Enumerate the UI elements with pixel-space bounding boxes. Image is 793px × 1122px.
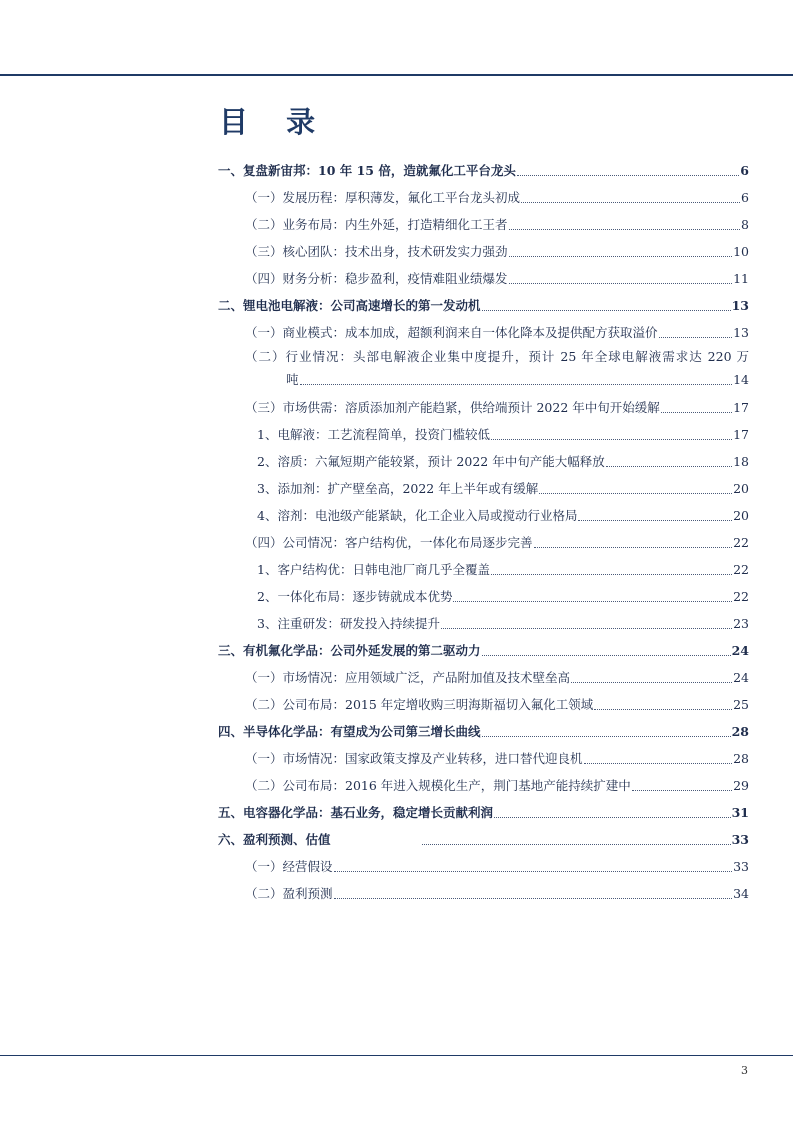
- toc-entry-text: 一、复盘新宙邦：10 年 15 倍，造就氟化工平台龙头: [218, 163, 516, 178]
- toc-entry[interactable]: [218, 832, 749, 848]
- toc-entry[interactable]: [245, 859, 749, 875]
- leader-dots: [482, 736, 731, 737]
- toc-entry-page: 22: [733, 535, 749, 550]
- toc-entry-page: 17: [733, 400, 749, 415]
- toc-entry-text: （二）业务布局：内生外延，打造精细化工王者: [245, 217, 508, 232]
- toc-entry[interactable]: [245, 244, 749, 260]
- toc-entry[interactable]: [218, 724, 749, 740]
- toc-entry[interactable]: [245, 535, 749, 551]
- toc-entry-page: 23: [733, 616, 749, 631]
- toc-entry-text: （一）商业模式：成本加成，超额利润来自一体化降本及提供配方获取溢价: [245, 325, 658, 340]
- leader-dots: [584, 763, 733, 764]
- toc-entry-page: 31: [731, 805, 749, 820]
- toc-entry[interactable]: [218, 298, 749, 314]
- toc-entry-page: 6: [741, 190, 749, 205]
- leader-dots: [482, 310, 731, 311]
- toc-entry[interactable]: [218, 163, 749, 179]
- toc-entry[interactable]: [245, 190, 749, 206]
- toc-entry[interactable]: [245, 670, 749, 686]
- toc-entry-page: 34: [733, 886, 749, 901]
- toc-entry-page: 24: [733, 670, 749, 685]
- leader-dots: [571, 682, 732, 683]
- toc-entry[interactable]: [257, 616, 749, 632]
- leader-dots: [534, 547, 733, 548]
- toc-entry-page: 18: [733, 454, 749, 469]
- toc-entry-page: 10: [733, 244, 749, 259]
- toc-entry[interactable]: [245, 778, 749, 794]
- toc-entry-page: 14: [733, 372, 749, 387]
- toc-entry-page: 28: [733, 751, 749, 766]
- toc-entry-text: （一）市场情况：国家政策支撑及产业转移，进口替代迎良机: [245, 751, 583, 766]
- toc-entry-page: 17: [733, 427, 749, 442]
- leader-dots: [422, 844, 731, 845]
- toc-entry[interactable]: [245, 886, 749, 902]
- toc-entry[interactable]: [245, 697, 749, 713]
- leader-dots: [578, 520, 732, 521]
- toc-entry[interactable]: [286, 372, 749, 388]
- toc-entry-text: （三）市场供需：溶质添加剂产能趋紧，供给端预计 2022 年中旬开始缓解: [245, 400, 660, 415]
- toc-entry[interactable]: [257, 454, 749, 470]
- toc-entry-text: （二）公司布局：2015 年定增收购三明海斯福切入氟化工领域: [245, 697, 594, 712]
- toc-entry-page: 22: [733, 562, 749, 577]
- leader-dots: [441, 628, 732, 629]
- leader-dots: [453, 601, 732, 602]
- toc-entry-page: 29: [733, 778, 749, 793]
- leader-dots: [334, 898, 733, 899]
- toc-entry-page: 13: [733, 325, 749, 340]
- leader-dots: [594, 709, 732, 710]
- leader-dots: [491, 439, 732, 440]
- leader-dots: [539, 493, 732, 494]
- toc-entry-page: 25: [733, 697, 749, 712]
- toc-entry-text: （一）市场情况：应用领域广泛，产品附加值及技术壁垒高: [245, 670, 571, 685]
- leader-dots: [491, 574, 732, 575]
- toc-entry-text: 吨: [286, 372, 299, 387]
- leader-dots: [509, 283, 733, 284]
- toc-entry-text: 三、有机氟化学品：公司外延发展的第二驱动力: [218, 643, 481, 658]
- toc-entry[interactable]: [257, 427, 749, 443]
- toc-entry[interactable]: [245, 325, 749, 341]
- toc-entry-text: 四、半导体化学品：有望成为公司第三增长曲线: [218, 724, 481, 739]
- leader-dots: [482, 655, 731, 656]
- toc-entry-page: 33: [733, 859, 749, 874]
- toc-entry[interactable]: [245, 400, 749, 416]
- toc-entry[interactable]: [257, 481, 749, 497]
- leader-dots: [509, 256, 733, 257]
- toc-entry-text-line1[interactable]: （二）行业情况：头部电解液企业集中度提升，预计 25 年全球电解液需求达 220 万: [245, 349, 749, 364]
- toc-entry-page: 33: [731, 832, 749, 847]
- toc-entry-page: 28: [731, 724, 749, 739]
- toc-entry-text: （二）公司布局：2016 年进入规模化生产，荆门基地产能持续扩建中: [245, 778, 631, 793]
- leader-dots: [659, 337, 733, 338]
- leader-dots: [606, 466, 732, 467]
- leader-dots: [509, 229, 741, 230]
- page-title: 目 录: [219, 105, 330, 139]
- leader-dots: [521, 202, 740, 203]
- toc-entry-page: 24: [731, 643, 749, 658]
- toc-entry-text: （二）盈利预测: [245, 886, 333, 901]
- toc-entry-page: 6: [740, 163, 749, 178]
- toc-entry-page: 20: [733, 508, 749, 523]
- toc-entry[interactable]: [257, 508, 749, 524]
- toc-entry[interactable]: [257, 562, 749, 578]
- leader-dots: [300, 384, 733, 385]
- toc-entry-text: （一）发展历程：厚积薄发，氟化工平台龙头初成: [245, 190, 521, 205]
- toc-entry-text: 3、注重研发：研发投入持续提升: [257, 616, 440, 631]
- toc-entry-text: 2、溶质：六氟短期产能较紧，预计 2022 年中旬产能大幅释放: [257, 454, 605, 469]
- toc-entry-page: 13: [731, 298, 749, 313]
- leader-dots: [494, 817, 731, 818]
- toc-entry-text: 3、添加剂：扩产壁垒高，2022 年上半年或有缓解: [257, 481, 539, 496]
- page-number: 3: [741, 1064, 748, 1077]
- toc-entry[interactable]: [245, 217, 749, 233]
- toc-entry-text: 1、客户结构优：日韩电池厂商几乎全覆盖: [257, 562, 490, 577]
- leader-dots: [517, 175, 739, 176]
- toc-entry-text: 2、一体化布局：逐步铸就成本优势: [257, 589, 453, 604]
- leader-dots: [661, 412, 732, 413]
- leader-dots: [334, 871, 733, 872]
- toc-entry-text: 五、电容器化学品：基石业务，稳定增长贡献利润: [218, 805, 494, 820]
- toc-entry[interactable]: [257, 589, 749, 605]
- toc-entry-text: 1、电解液：工艺流程简单，投资门槛较低: [257, 427, 490, 442]
- toc-entry-text: （一）经营假设: [245, 859, 333, 874]
- toc-entry-text: （四）财务分析：稳步盈利，疫情难阻业绩爆发: [245, 271, 508, 286]
- toc-entry-page: 8: [741, 217, 749, 232]
- toc-entry[interactable]: [218, 805, 749, 821]
- toc-entry[interactable]: [245, 271, 749, 287]
- leader-dots: [632, 790, 732, 791]
- toc-entry-text: （四）公司情况：客户结构优，一体化布局逐步完善: [245, 535, 533, 550]
- toc-entry-page: 22: [733, 589, 749, 604]
- toc-entry-page: 20: [733, 481, 749, 496]
- toc-entry-text: 六、盈利预测、估值: [218, 832, 331, 847]
- toc-entry-text: 4、溶剂：电池级产能紧缺，化工企业入局或搅动行业格局: [257, 508, 578, 523]
- toc-entry[interactable]: [245, 751, 749, 767]
- toc-entry[interactable]: [218, 643, 749, 659]
- footer-rule: [0, 1055, 793, 1056]
- toc-entry-text: 二、锂电池电解液：公司高速增长的第一发动机: [218, 298, 481, 313]
- toc-entry-text: （三）核心团队：技术出身，技术研发实力强劲: [245, 244, 508, 259]
- toc-entry-page: 11: [733, 271, 749, 286]
